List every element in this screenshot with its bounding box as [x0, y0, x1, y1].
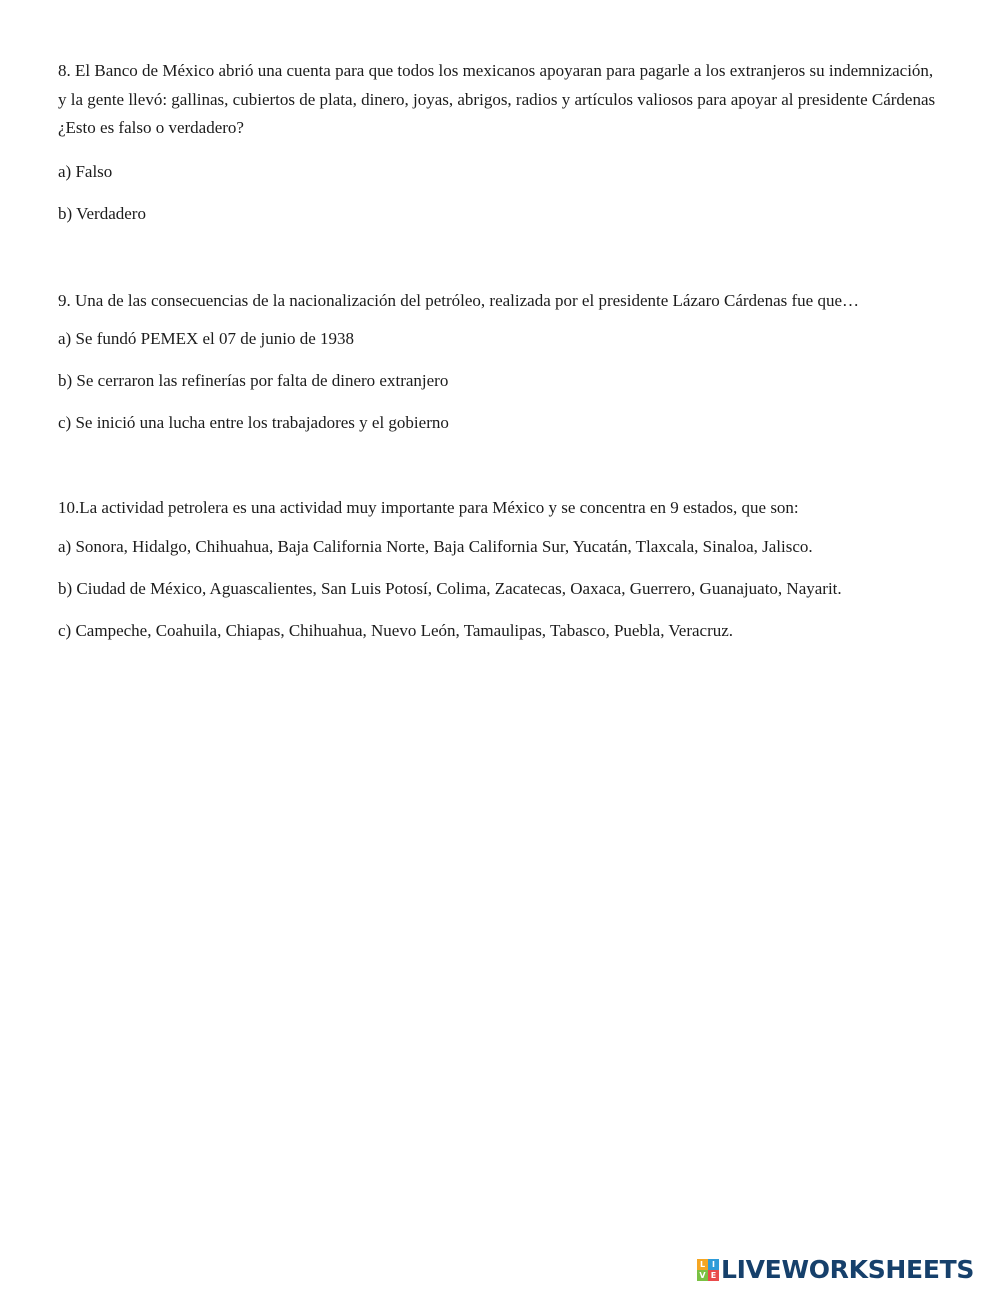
- question-8-option-a[interactable]: a) Falso: [58, 161, 113, 181]
- question-9-option-c[interactable]: c) Se inició una lucha entre los trabajadores y el gobierno: [58, 413, 449, 432]
- question-8-options: [58, 161, 938, 225]
- question-9-option-a[interactable]: a) Se fundó PEMEX el 07 de junio de 1938: [58, 329, 355, 348]
- logo-letter-e: E: [708, 1270, 719, 1281]
- question-10-option-b[interactable]: b) Ciudad de México, Aguascalientes, San Luis Potosí, Colima, Zacatecas, Oaxaca, Guerrero, Guanajuato, Nayarit.: [58, 578, 842, 598]
- question-10-option-a[interactable]: a) Sonora, Hidalgo, Chihuahua, Baja California Norte, Baja California Sur, Yucatán, Tlaxcala, Sinaloa, Jalisco.: [58, 536, 813, 556]
- question-9-text: 9. Una de las consecuencias de la nacionalización del petróleo, realizada por el presidente Lázaro Cárdenas fue que…: [58, 290, 859, 310]
- question-8-text: 8. El Banco de México abrió una cuenta para que todos los mexicanos apoyaran para pagarle a los extranjeros su indemnización, y la gente llevó: gallinas, cubiertos de plata, dinero, joyas, abrigos, radios y artículos valiosos para apoyar al presidente Cárdenas ¿Esto es falso o verdadero?: [58, 61, 936, 137]
- liveworksheets-logo: [697, 1255, 974, 1285]
- question-9: [58, 287, 938, 435]
- worksheet-page: [58, 57, 938, 642]
- logo-letter-v: V: [697, 1270, 708, 1281]
- logo-letter-i: I: [708, 1259, 719, 1270]
- question-8-option-b[interactable]: b) Verdadero: [58, 203, 146, 223]
- question-10: [58, 494, 938, 642]
- liveworksheets-logo-icon: [697, 1259, 719, 1281]
- question-9-options: [58, 328, 938, 434]
- question-10-text: 10.La actividad petrolera es una actividad muy importante para México y se concentra en 9 estados, que son:: [58, 498, 799, 517]
- liveworksheets-logo-text: LIVEWORKSHEETS: [721, 1255, 975, 1284]
- logo-letter-l: L: [697, 1259, 708, 1270]
- question-10-option-c[interactable]: c) Campeche, Coahuila, Chiapas, Chihuahua, Nuevo León, Tamaulipas, Tabasco, Puebla, Veracruz.: [58, 620, 734, 640]
- question-8: [58, 57, 938, 225]
- question-10-options: [58, 536, 938, 642]
- question-9-option-b[interactable]: b) Se cerraron las refinerías por falta de dinero extranjero: [58, 371, 449, 390]
